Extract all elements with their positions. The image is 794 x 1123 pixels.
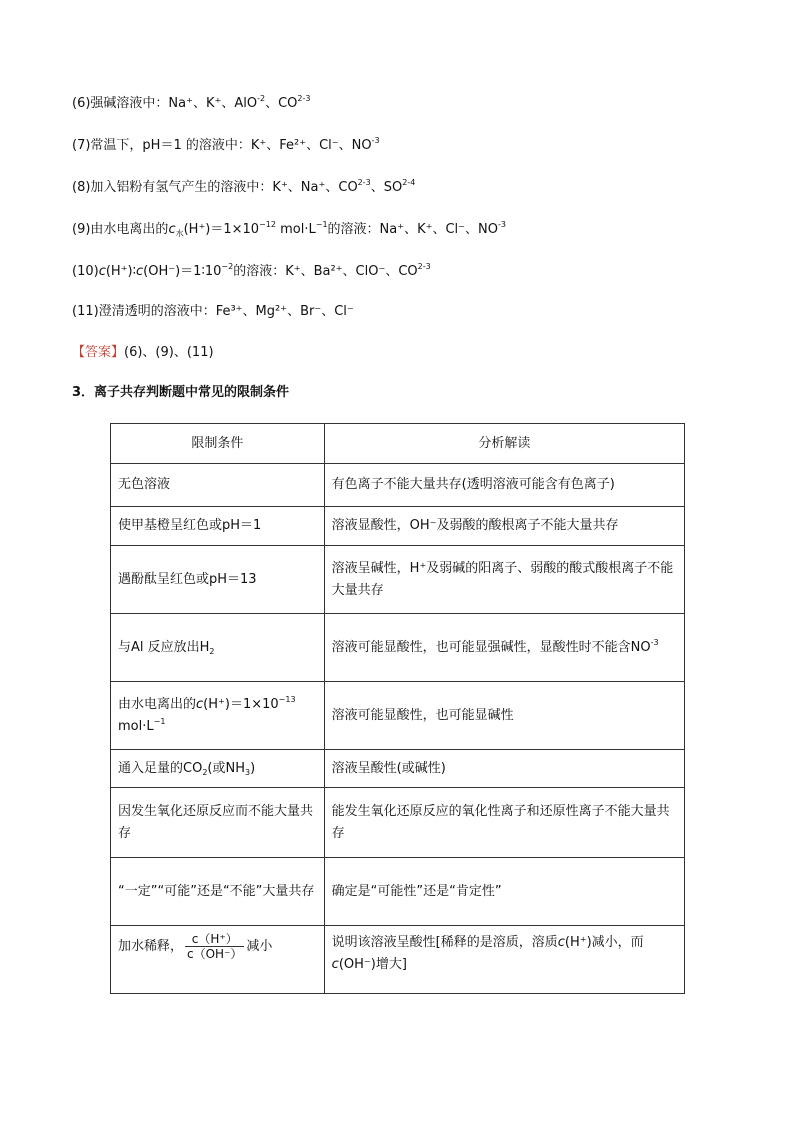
table-cell-analysis: 溶液呈碱性，H⁺及弱碱的阳离子、弱酸的酸式酸根离子不能大量共存: [324, 546, 684, 614]
table-cell-condition: 遇酚酞呈红色或pH＝13: [111, 546, 325, 614]
answer-line: [72, 344, 214, 362]
table-row: [111, 614, 685, 682]
table-cell-analysis: 说明该溶液呈酸性[稀释的是溶质，溶质c(H⁺)减小，而c(OH⁻)增大]: [324, 926, 684, 994]
table-cell-condition: “一定”“可能”还是“不能”大量共存: [111, 858, 325, 926]
list-item-9: (9)由水电离出的$c_水(H^+)=1\times 10^{-12}$ $mol\cdot L^{-1}$的溶液：Na⁺、K⁺、Cl⁻、$NO^{-3}$: [72, 220, 506, 238]
table-row: [111, 858, 685, 926]
table-header-row: [111, 424, 685, 464]
table-cell-condition: 与Al 反应放出$H_2$: [111, 614, 325, 682]
table-cell-analysis: 溶液呈酸性(或碱性): [324, 750, 684, 788]
table-row: [111, 750, 685, 788]
table-cell-analysis: 溶液可能显酸性，也可能显碱性: [324, 682, 684, 750]
table-cell-condition: 由水电离出的$c(H^+)=1\times 10^{-13}$ $mol\cdot L^{-1}$: [111, 682, 325, 750]
table-header-condition: 限制条件: [111, 424, 325, 464]
table-row: [111, 464, 685, 507]
table-cell-condition: 因发生氧化还原反应而不能大量共存: [111, 788, 325, 858]
table-row: [111, 926, 685, 994]
table-cell-condition: 通入足量的$CO_2$(或$NH_3$): [111, 750, 325, 788]
table-cell-analysis: 有色离子不能大量共存(透明溶液可能含有色离子): [324, 464, 684, 507]
table-header-analysis: 分析解读: [324, 424, 684, 464]
table-row: [111, 788, 685, 858]
list-item-6: (6)强碱溶液中：Na⁺、K⁺、AlO$^{-2}$、CO$^{2-3}$: [72, 94, 311, 111]
answer-text: (6)、(9)、(11): [124, 345, 214, 360]
answer-tag: 【答案】: [72, 345, 125, 360]
table-cell-analysis: 确定是“可能性”还是“肯定性”: [324, 858, 684, 926]
table-row: [111, 507, 685, 546]
table-row: [111, 546, 685, 614]
table-row: [111, 682, 685, 750]
list-item-10: $(10)c(H^+)∶c(OH^-)=1∶10^{-2}$的溶液：K⁺、Ba²⁺、ClO⁻、CO$^{2-3}$: [72, 262, 431, 279]
table-cell-analysis: 能发生氧化还原反应的氧化性离子和还原性离子不能大量共存: [324, 788, 684, 858]
table-cell-analysis: 溶液可能显酸性，也可能显强碱性，显酸性时不能含$NO^{-3}$: [324, 614, 684, 682]
list-item-7: (7)常温下，pH＝1 的溶液中：K⁺、Fe²⁺、Cl⁻、$NO^{-3}$: [72, 136, 380, 153]
table-cell-analysis: 溶液显酸性，OH⁻及弱酸的酸根离子不能大量共存: [324, 507, 684, 546]
table-cell-condition: 使甲基橙呈红色或pH＝1: [111, 507, 325, 546]
section-heading: 3．离子共存判断题中常见的限制条件: [72, 385, 290, 400]
table-cell-condition: 无色溶液: [111, 464, 325, 507]
list-item-8: (8)加入铝粉有氢气产生的溶液中：K⁺、Na⁺、CO$^{2-3}$、SO$^{2-4}$: [72, 178, 416, 195]
limits-table: [110, 423, 685, 994]
fraction-h-over-oh: $\frac{c(H^+)}{c(OH^-)}$: [187, 932, 243, 961]
table-cell-condition: 加水稀释， $\frac{c(H^+)}{c(OH^-)}$ 减小: [111, 926, 325, 994]
list-item-11: (11)澄清透明的溶液中：Fe³⁺、Mg²⁺、Br⁻、Cl⁻: [72, 304, 354, 319]
